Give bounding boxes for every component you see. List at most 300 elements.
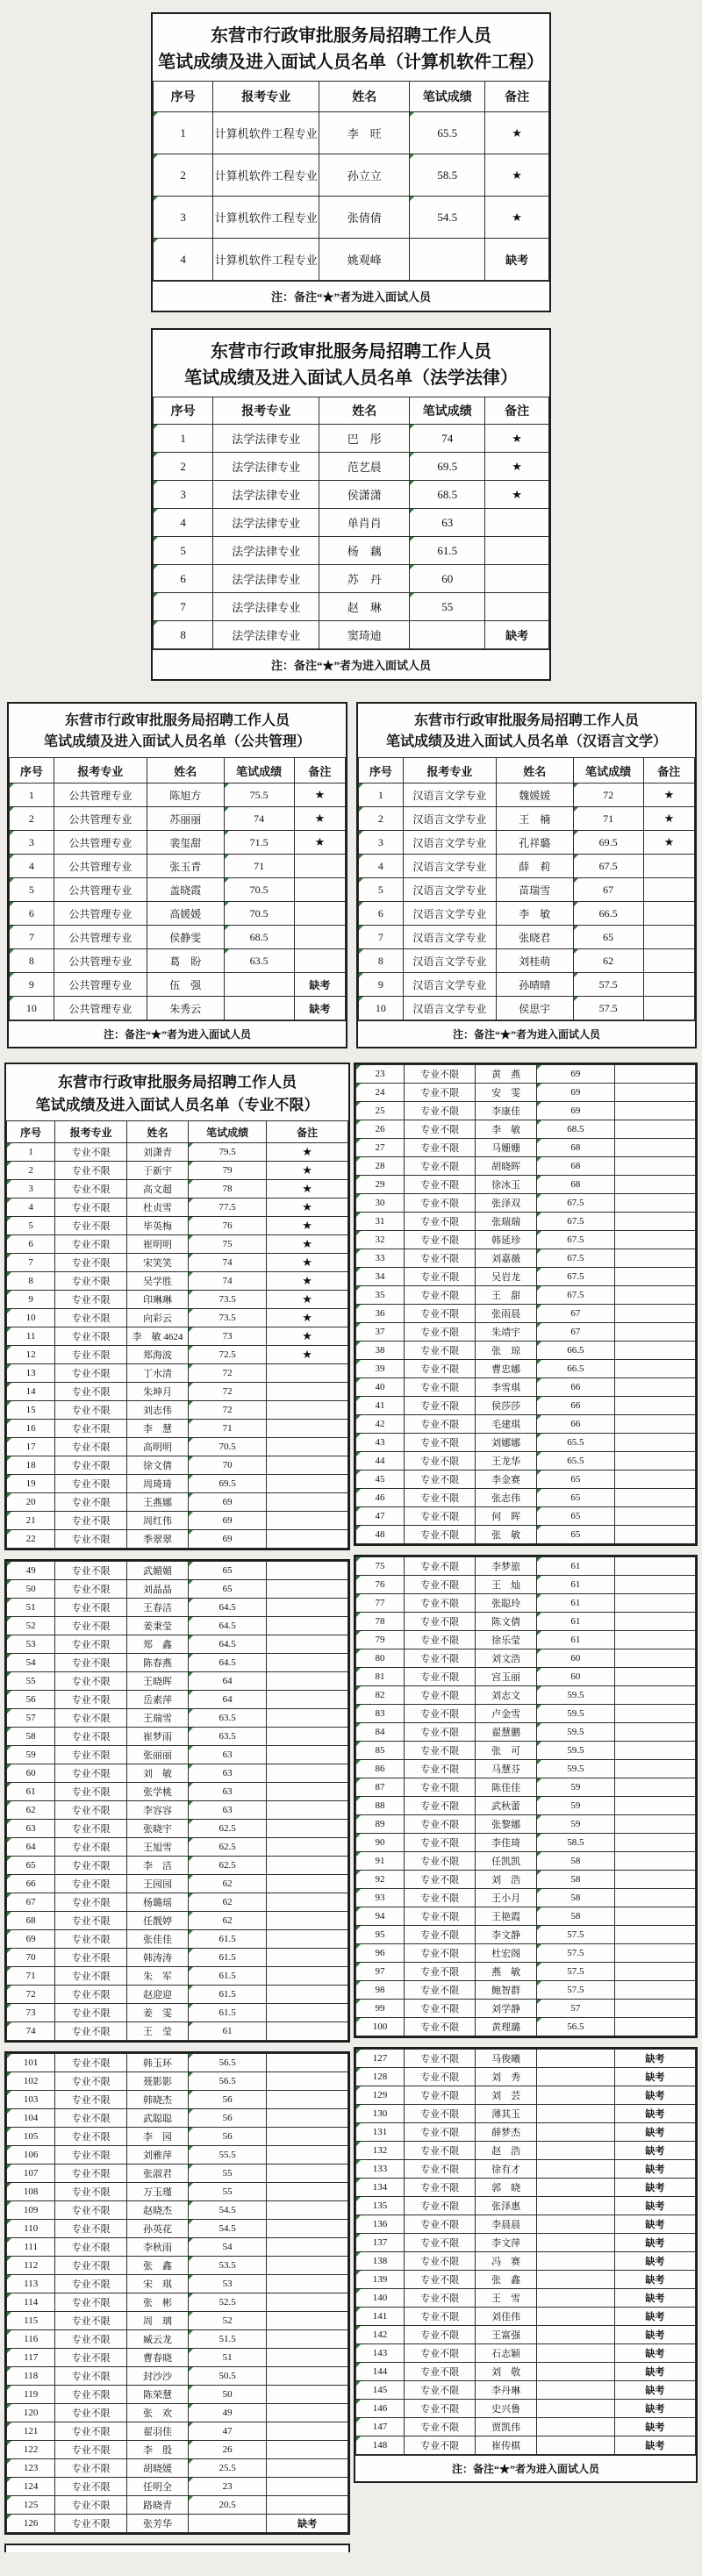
cell-major: 计算机软件工程专业 <box>213 112 319 154</box>
cell-score: 65.5 <box>410 112 485 154</box>
cell-index: 14 <box>7 1383 55 1401</box>
cell-major: 专业不限 <box>405 2000 476 2018</box>
table-title <box>153 14 549 81</box>
cell-index: 97 <box>356 1963 405 1981</box>
table-row <box>7 2386 348 2404</box>
cell-index: 107 <box>7 2165 55 2183</box>
cell-remark <box>614 1286 695 1305</box>
cell-major: 专业不限 <box>55 1475 127 1493</box>
table-row <box>359 902 695 926</box>
cell-index: 3 <box>10 831 54 855</box>
table-row <box>356 1213 696 1231</box>
cell-index: 117 <box>7 2349 55 2367</box>
cell-remark <box>267 2496 348 2515</box>
table-unlimited-block-1-22 <box>4 1063 350 1550</box>
cell-index: 121 <box>7 2422 55 2441</box>
cell-score: 62.5 <box>189 1838 267 1857</box>
cell-remark <box>614 1834 695 1852</box>
cell-major: 专业不限 <box>405 1084 476 1102</box>
cell-remark <box>267 1364 348 1383</box>
cell-index: 113 <box>7 2275 55 2293</box>
cell-remark <box>267 2459 348 2478</box>
cell-index: 140 <box>356 2289 405 2308</box>
cell-major: 法学法律专业 <box>213 537 319 565</box>
table-row <box>7 1364 348 1383</box>
cell-major: 专业不限 <box>405 1342 476 1360</box>
table-row <box>356 1489 696 1507</box>
header-row <box>359 758 695 784</box>
cell-index: 37 <box>356 1323 405 1342</box>
table-row <box>154 239 549 281</box>
table-unlimited-block-127-148 <box>354 2047 698 2483</box>
cell-name: 侯潇潇 <box>319 481 410 509</box>
cell-score: 56.5 <box>189 2054 267 2072</box>
cell-major: 专业不限 <box>405 1526 476 1544</box>
cell-score: 57 <box>537 2000 615 2018</box>
cell-major: 专业不限 <box>405 2363 476 2381</box>
cell-name: 王艳霞 <box>476 1907 537 1926</box>
cell-major: 专业不限 <box>55 2515 127 2533</box>
cell-remark: ★ <box>485 112 549 154</box>
cell-index: 2 <box>10 807 54 831</box>
column-header: 姓名 <box>319 82 410 112</box>
cell-score: 59 <box>537 1778 615 1797</box>
table-row <box>7 1672 348 1691</box>
cell-index: 4 <box>7 1199 55 1217</box>
cell-major: 专业不限 <box>55 1420 127 1438</box>
cell-major: 专业不限 <box>55 1967 127 1986</box>
cell-index: 96 <box>356 1944 405 1963</box>
cell-score: 72 <box>189 1364 267 1383</box>
cell-name: 胡晓晖 <box>476 1157 537 1176</box>
cell-major: 专业不限 <box>405 1613 476 1631</box>
cell-score: 71.5 <box>224 831 294 855</box>
cell-major: 法学法律专业 <box>213 593 319 621</box>
cell-major: 专业不限 <box>55 1180 127 1199</box>
cell-score: 68.5 <box>224 926 294 949</box>
table-row <box>7 1493 348 1512</box>
table-row <box>7 1691 348 1709</box>
cell-index: 80 <box>356 1649 405 1668</box>
cell-index: 101 <box>7 2054 55 2072</box>
cell-remark: 缺考 <box>614 2436 695 2455</box>
cell-name: 李 敏 <box>476 1120 537 1139</box>
cell-score: 63.5 <box>189 1709 267 1728</box>
cell-major: 专业不限 <box>405 1434 476 1452</box>
cell-remark <box>267 2072 348 2091</box>
cell-score: 72 <box>573 784 643 807</box>
cell-remark <box>267 2183 348 2201</box>
cell-index: 128 <box>356 2068 405 2086</box>
table-row <box>7 2072 348 2091</box>
cell-name: 薛 莉 <box>496 855 573 878</box>
cell-major: 专业不限 <box>55 1456 127 1475</box>
cell-score: 69 <box>189 1493 267 1512</box>
table-title-line1: 东营市行政审批服务局招聘工作人员 <box>211 342 491 361</box>
cell-score: 76 <box>189 1217 267 1235</box>
column-header: 备注 <box>643 758 694 784</box>
cell-index: 6 <box>359 902 404 926</box>
cell-name: 郑海波 <box>126 1346 188 1364</box>
cell-index: 10 <box>10 997 54 1020</box>
cell-score: 59 <box>537 1815 615 1834</box>
cell-index: 130 <box>356 2105 405 2123</box>
cell-major: 专业不限 <box>405 1120 476 1139</box>
results-table <box>9 757 346 1020</box>
table-row <box>7 1930 348 1949</box>
table-row <box>356 1944 696 1963</box>
column-header: 备注 <box>267 1121 348 1143</box>
column-header: 姓名 <box>147 758 224 784</box>
table-title-line2: 笔试成绩及进入面试人员名单（专业不限） <box>35 1096 319 1113</box>
cell-major: 专业不限 <box>405 1852 476 1871</box>
cell-remark: ★ <box>643 784 694 807</box>
cell-name: 崔梦雨 <box>126 1728 188 1746</box>
column-header: 序号 <box>7 1121 55 1143</box>
results-table <box>355 1064 696 1544</box>
cell-index: 58 <box>7 1728 55 1746</box>
table-row <box>359 973 695 997</box>
cell-remark: 缺考 <box>614 2086 695 2105</box>
cell-major: 公共管理专业 <box>54 831 147 855</box>
cell-remark: 缺考 <box>614 2363 695 2381</box>
cell-score: 55 <box>189 2183 267 2201</box>
cell-major: 专业不限 <box>55 1672 127 1691</box>
cell-remark: 缺考 <box>267 2515 348 2533</box>
cell-remark: 缺考 <box>614 2105 695 2123</box>
cell-index: 30 <box>356 1194 405 1213</box>
cell-name: 刘 浩 <box>476 1871 537 1889</box>
cell-name: 李佳琦 <box>476 1834 537 1852</box>
cell-index: 16 <box>7 1420 55 1438</box>
cell-score: 61.5 <box>189 1967 267 1986</box>
cell-remark: 缺考 <box>614 2068 695 2086</box>
cell-major: 专业不限 <box>55 2146 127 2165</box>
cell-remark <box>614 1871 695 1889</box>
cell-name: 安 雯 <box>476 1084 537 1102</box>
cell-major: 公共管理专业 <box>54 997 147 1020</box>
cell-major: 专业不限 <box>405 1686 476 1705</box>
cell-index: 6 <box>7 1235 55 1254</box>
cell-name: 高文超 <box>126 1180 188 1199</box>
table-row <box>356 1613 696 1631</box>
cell-major: 专业不限 <box>405 2418 476 2436</box>
cell-remark <box>614 1268 695 1286</box>
table-title <box>6 1064 348 1120</box>
cell-name: 王 莹 <box>126 2022 188 2041</box>
cell-index: 33 <box>356 1249 405 1268</box>
cell-score: 61.5 <box>410 537 485 565</box>
cell-major: 专业不限 <box>405 2215 476 2234</box>
cell-remark <box>267 2367 348 2386</box>
cell-major: 法学法律专业 <box>213 621 319 649</box>
table-row <box>7 2165 348 2183</box>
cell-name: 韩延珍 <box>476 1231 537 1249</box>
cell-score: 20.5 <box>189 2496 267 2515</box>
column-header: 报考专业 <box>54 758 147 784</box>
cell-name: 李秋雨 <box>126 2238 188 2257</box>
cell-score: 71 <box>224 855 294 878</box>
cell-name: 王晓晖 <box>126 1672 188 1691</box>
cell-index: 104 <box>7 2109 55 2128</box>
table-row <box>7 1783 348 1801</box>
cell-name: 刘 敏 <box>126 1764 188 1783</box>
cell-score: 71 <box>573 807 643 831</box>
cell-name: 李康佳 <box>476 1102 537 1120</box>
header-row <box>154 82 549 112</box>
cell-major: 专业不限 <box>55 1764 127 1783</box>
cell-remark <box>267 1893 348 1912</box>
table-row <box>356 1723 696 1742</box>
table-title-line2: 笔试成绩及进入面试人员名单（公共管理） <box>43 734 311 749</box>
cell-score: 72.5 <box>189 1346 267 1364</box>
cell-remark <box>267 1949 348 1967</box>
cell-major: 专业不限 <box>55 2478 127 2496</box>
cell-name: 王 甜 <box>476 1286 537 1305</box>
cell-major: 专业不限 <box>55 1401 127 1420</box>
cell-score: 59.5 <box>537 1705 615 1723</box>
cell-index: 59 <box>7 1746 55 1764</box>
column-header: 笔试成绩 <box>410 397 485 425</box>
cell-name: 王旭雪 <box>126 1838 188 1857</box>
cell-remark: ★ <box>294 784 345 807</box>
cell-remark <box>267 2146 348 2165</box>
table-row <box>7 1199 348 1217</box>
cell-index: 43 <box>356 1434 405 1452</box>
cell-name: 张芳华 <box>126 2515 188 2533</box>
cell-score: 69.5 <box>410 453 485 481</box>
cell-major: 法学法律专业 <box>213 565 319 593</box>
table-note: 注：备注“★”者为进入面试人员 <box>153 649 549 679</box>
cell-remark: ★ <box>267 1235 348 1254</box>
cell-score: 61 <box>537 1576 615 1594</box>
table-row <box>7 2146 348 2165</box>
cell-index: 10 <box>359 997 404 1020</box>
cell-major: 专业不限 <box>55 1309 127 1327</box>
table-row <box>359 997 695 1020</box>
cell-name: 张佳佳 <box>126 1930 188 1949</box>
cell-index: 111 <box>7 2238 55 2257</box>
cell-name: 武秋蕾 <box>476 1797 537 1815</box>
cell-remark <box>485 509 549 537</box>
cell-score: 53 <box>189 2275 267 2293</box>
cell-score: 58 <box>537 1907 615 1926</box>
cell-remark <box>267 1599 348 1617</box>
cell-index: 51 <box>7 1599 55 1617</box>
cell-index: 46 <box>356 1489 405 1507</box>
cell-major: 专业不限 <box>405 1705 476 1723</box>
cell-major: 专业不限 <box>405 1507 476 1526</box>
cell-remark <box>267 1383 348 1401</box>
cell-major: 专业不限 <box>55 1691 127 1709</box>
table-row <box>7 1617 348 1635</box>
cell-score: 75 <box>189 1235 267 1254</box>
cell-remark: ★ <box>267 1291 348 1309</box>
table-row <box>359 878 695 902</box>
cell-major: 专业不限 <box>55 1857 127 1875</box>
cell-score: 65 <box>537 1489 615 1507</box>
cell-score: 56 <box>189 2109 267 2128</box>
cell-major: 专业不限 <box>405 1926 476 1944</box>
cell-name: 刘娜娜 <box>476 1434 537 1452</box>
cell-score <box>224 997 294 1020</box>
cell-name: 刘桂萌 <box>496 949 573 973</box>
cell-name: 李 慧 <box>126 1420 188 1438</box>
cell-major: 专业不限 <box>405 1815 476 1834</box>
cell-index: 91 <box>356 1852 405 1871</box>
cell-major: 专业不限 <box>405 1668 476 1686</box>
cell-index: 115 <box>7 2312 55 2330</box>
cell-remark <box>614 1213 695 1231</box>
column-header: 姓名 <box>319 397 410 425</box>
cell-major: 专业不限 <box>55 1783 127 1801</box>
table-row <box>154 154 549 197</box>
cell-remark <box>614 1668 695 1686</box>
cell-index: 4 <box>359 855 404 878</box>
table-row <box>154 537 549 565</box>
cell-score <box>537 2289 615 2308</box>
table-row <box>7 1420 348 1438</box>
table-row <box>356 1139 696 1157</box>
cell-index: 99 <box>356 2000 405 2018</box>
table-row <box>7 1838 348 1857</box>
table-row <box>356 2234 696 2252</box>
cell-index: 15 <box>7 1401 55 1420</box>
cell-score: 69.5 <box>189 1475 267 1493</box>
cell-remark <box>614 1397 695 1415</box>
table-row <box>7 2128 348 2146</box>
cell-remark <box>614 1176 695 1194</box>
cell-major: 汉语言文学专业 <box>403 902 496 926</box>
cell-name: 刘潇青 <box>126 1143 188 1162</box>
cell-name: 李 洁 <box>126 1857 188 1875</box>
section-unlimited-major <box>0 1048 702 2552</box>
cell-name: 李 敏 <box>496 902 573 926</box>
cell-remark <box>267 2275 348 2293</box>
cell-score: 79 <box>189 1162 267 1180</box>
table-row <box>7 1291 348 1309</box>
cell-major: 专业不限 <box>405 1907 476 1926</box>
cell-major: 专业不限 <box>405 1268 476 1286</box>
cell-score: 54.5 <box>189 2220 267 2238</box>
cell-score: 64 <box>189 1691 267 1709</box>
cell-remark <box>614 1507 695 1526</box>
cell-score: 55.5 <box>189 2146 267 2165</box>
cell-index: 52 <box>7 1617 55 1635</box>
table-row <box>356 1852 696 1871</box>
cell-index: 49 <box>7 1562 55 1580</box>
cell-major: 汉语言文学专业 <box>403 973 496 997</box>
cell-major: 专业不限 <box>55 1728 127 1746</box>
cell-index: 100 <box>356 2018 405 2036</box>
cell-score: 73 <box>189 1327 267 1346</box>
cell-remark <box>614 1526 695 1544</box>
cell-index: 2 <box>154 154 213 197</box>
table-row <box>356 1526 696 1544</box>
cell-major: 专业不限 <box>55 1254 127 1272</box>
cell-remark <box>267 1617 348 1635</box>
cell-remark <box>614 1342 695 1360</box>
cell-score: 67.5 <box>537 1194 615 1213</box>
cell-score: 57.5 <box>537 1926 615 1944</box>
cell-name: 刘雅萍 <box>126 2146 188 2165</box>
cell-score: 64.5 <box>189 1654 267 1672</box>
cell-score: 67.5 <box>537 1268 615 1286</box>
cell-name: 史兴鲁 <box>476 2400 537 2418</box>
cell-remark <box>267 1456 348 1475</box>
table-row <box>356 1084 696 1102</box>
table-row <box>356 2179 696 2197</box>
cell-index: 64 <box>7 1838 55 1857</box>
cell-name: 张志伟 <box>476 1489 537 1507</box>
cell-index: 93 <box>356 1889 405 1907</box>
table-row <box>7 1967 348 1986</box>
cell-index: 7 <box>7 1254 55 1272</box>
cell-score: 61.5 <box>189 1930 267 1949</box>
cell-major: 专业不限 <box>405 1889 476 1907</box>
cell-index: 94 <box>356 1907 405 1926</box>
cell-remark <box>614 1305 695 1323</box>
cell-score: 50 <box>189 2386 267 2404</box>
header-row <box>154 397 549 425</box>
table-title-line2: 笔试成绩及进入面试人员名单（计算机软件工程） <box>158 53 544 72</box>
cell-score <box>537 2326 615 2344</box>
cell-remark: ★ <box>267 1180 348 1199</box>
cell-major: 专业不限 <box>405 1576 476 1594</box>
cell-remark <box>643 949 694 973</box>
cell-name: 何 晖 <box>476 1507 537 1526</box>
cell-index: 90 <box>356 1834 405 1852</box>
cell-remark <box>614 1631 695 1649</box>
cell-major: 专业不限 <box>55 2367 127 2386</box>
table-row <box>10 997 346 1020</box>
cell-name: 宋 琪 <box>126 2275 188 2293</box>
cell-index: 23 <box>356 1065 405 1084</box>
column-header: 序号 <box>154 397 213 425</box>
table-row <box>356 1705 696 1723</box>
cell-major: 专业不限 <box>405 1415 476 1434</box>
cell-index: 9 <box>7 1291 55 1309</box>
table-row <box>356 1631 696 1649</box>
table-row <box>10 807 346 831</box>
cell-major: 法学法律专业 <box>213 481 319 509</box>
cell-remark <box>614 1557 695 1576</box>
cell-name: 鲍智群 <box>476 1981 537 2000</box>
cell-score <box>537 2050 615 2068</box>
table-row <box>356 1778 696 1797</box>
cell-score: 65 <box>573 926 643 949</box>
cell-name: 侯静雯 <box>147 926 224 949</box>
cell-remark <box>294 949 345 973</box>
cell-name: 任靓婷 <box>126 1912 188 1930</box>
cell-score: 74 <box>189 1272 267 1291</box>
cell-remark: 缺考 <box>614 2308 695 2326</box>
cell-remark <box>614 2000 695 2018</box>
cell-major: 专业不限 <box>405 1981 476 2000</box>
cell-major: 汉语言文学专业 <box>403 831 496 855</box>
table-row <box>356 2344 696 2363</box>
cell-name: 张黎娜 <box>476 1815 537 1834</box>
cell-major: 公共管理专业 <box>54 784 147 807</box>
table-row <box>7 1475 348 1493</box>
table-row <box>356 1871 696 1889</box>
cell-remark <box>614 1594 695 1613</box>
cell-index: 112 <box>7 2257 55 2275</box>
cell-remark: ★ <box>294 831 345 855</box>
cell-name: 张淑君 <box>126 2165 188 2183</box>
cell-score: 58 <box>537 1889 615 1907</box>
cell-score: 72 <box>189 1383 267 1401</box>
